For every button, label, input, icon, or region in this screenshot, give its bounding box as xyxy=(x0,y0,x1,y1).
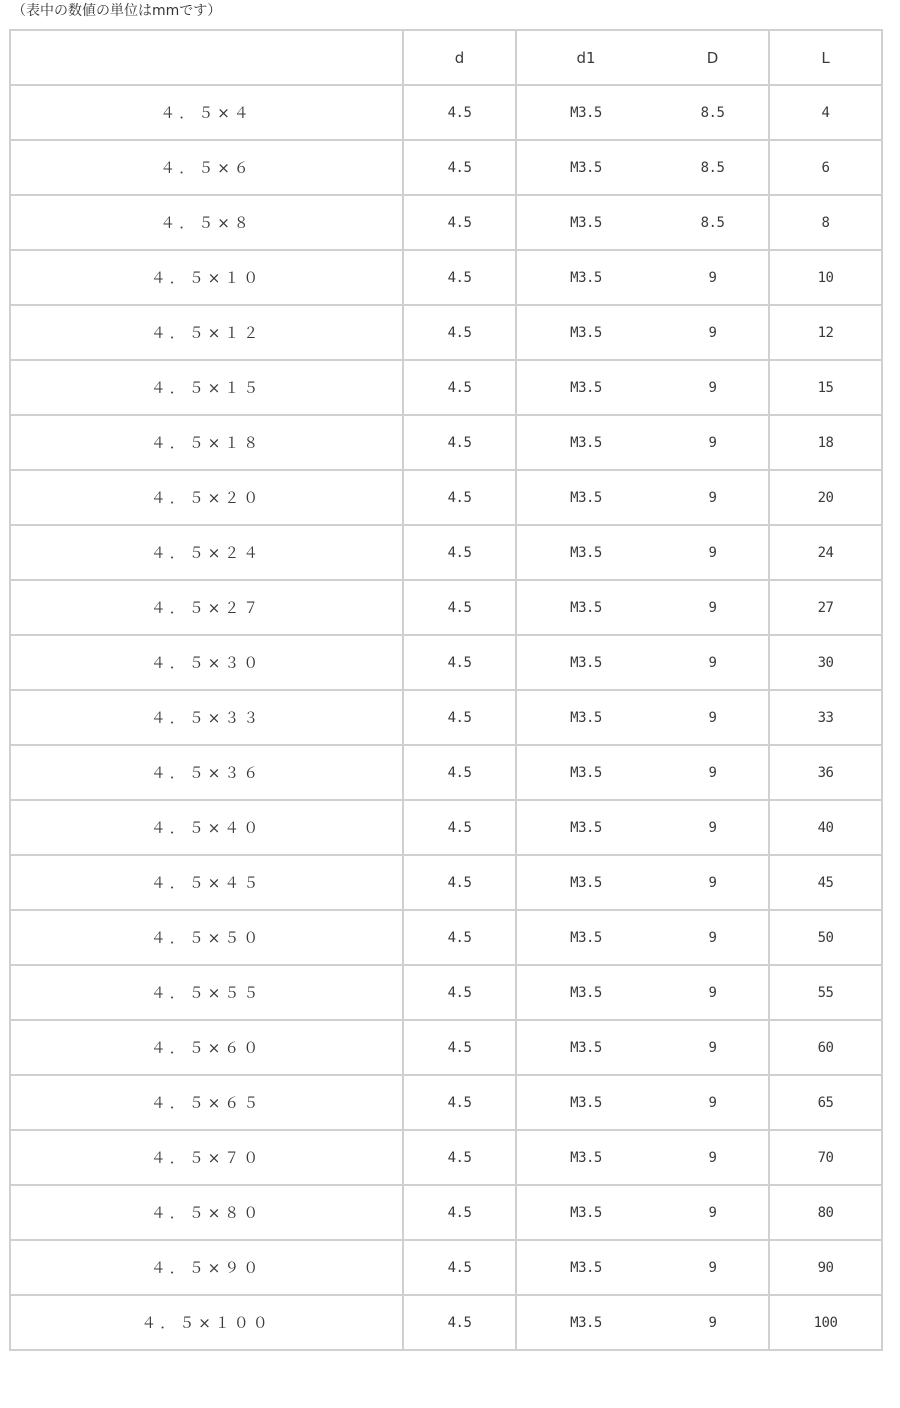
cell-d1: M3.5 xyxy=(516,965,656,1020)
cell-d: 4.5 xyxy=(403,580,516,635)
cell-D: 9 xyxy=(656,910,769,965)
table-row xyxy=(10,580,882,635)
cell-d: 4.5 xyxy=(403,910,516,965)
cell-d: 4.5 xyxy=(403,470,516,525)
cell-L: 50 xyxy=(769,910,882,965)
cell-d1: M3.5 xyxy=(516,250,656,305)
cell-L: 100 xyxy=(769,1295,882,1350)
cell-L: 18 xyxy=(769,415,882,470)
cell-size: ４．５×６０ xyxy=(10,1020,403,1075)
cell-L: 15 xyxy=(769,360,882,415)
cell-D: 8.5 xyxy=(656,85,769,140)
cell-size: ４．５×４０ xyxy=(10,800,403,855)
cell-L: 40 xyxy=(769,800,882,855)
header-D: D xyxy=(656,30,769,85)
cell-size: ４．５×３６ xyxy=(10,745,403,800)
cell-d: 4.5 xyxy=(403,360,516,415)
unit-note: （表中の数値の単位はmmです） xyxy=(12,3,222,19)
cell-d1: M3.5 xyxy=(516,415,656,470)
cell-D: 9 xyxy=(656,1295,769,1350)
header-size xyxy=(10,30,403,85)
cell-D: 9 xyxy=(656,305,769,360)
cell-L: 20 xyxy=(769,470,882,525)
cell-size: ４．５×７０ xyxy=(10,1130,403,1185)
cell-D: 9 xyxy=(656,800,769,855)
cell-L: 65 xyxy=(769,1075,882,1130)
cell-D: 9 xyxy=(656,1020,769,1075)
cell-d: 4.5 xyxy=(403,1075,516,1130)
cell-d: 4.5 xyxy=(403,1295,516,1350)
table-row xyxy=(10,140,882,195)
cell-size: ４．５×５０ xyxy=(10,910,403,965)
cell-D: 9 xyxy=(656,1185,769,1240)
cell-D: 9 xyxy=(656,1130,769,1185)
table-row xyxy=(10,1240,882,1295)
cell-L: 55 xyxy=(769,965,882,1020)
cell-size: ４．５×１８ xyxy=(10,415,403,470)
cell-L: 12 xyxy=(769,305,882,360)
cell-d: 4.5 xyxy=(403,965,516,1020)
cell-size: ４．５×６５ xyxy=(10,1075,403,1130)
cell-d1: M3.5 xyxy=(516,580,656,635)
table-row xyxy=(10,195,882,250)
cell-L: 27 xyxy=(769,580,882,635)
cell-L: 4 xyxy=(769,85,882,140)
cell-size: ４．５×３０ xyxy=(10,635,403,690)
table-row xyxy=(10,360,882,415)
cell-d1: M3.5 xyxy=(516,855,656,910)
table-row xyxy=(10,855,882,910)
table-row xyxy=(10,415,882,470)
cell-D: 9 xyxy=(656,690,769,745)
cell-d: 4.5 xyxy=(403,1185,516,1240)
cell-d: 4.5 xyxy=(403,85,516,140)
cell-L: 90 xyxy=(769,1240,882,1295)
cell-size: ４．５×２０ xyxy=(10,470,403,525)
cell-d1: M3.5 xyxy=(516,1130,656,1185)
cell-D: 9 xyxy=(656,745,769,800)
cell-d: 4.5 xyxy=(403,690,516,745)
cell-D: 9 xyxy=(656,635,769,690)
cell-d1: M3.5 xyxy=(516,1295,656,1350)
cell-L: 33 xyxy=(769,690,882,745)
cell-D: 9 xyxy=(656,250,769,305)
cell-d: 4.5 xyxy=(403,1130,516,1185)
cell-d1: M3.5 xyxy=(516,140,656,195)
header-d: d xyxy=(403,30,516,85)
cell-d1: M3.5 xyxy=(516,305,656,360)
cell-D: 9 xyxy=(656,965,769,1020)
cell-D: 9 xyxy=(656,470,769,525)
cell-L: 70 xyxy=(769,1130,882,1185)
cell-d1: M3.5 xyxy=(516,525,656,580)
cell-d1: M3.5 xyxy=(516,195,656,250)
cell-d1: M3.5 xyxy=(516,470,656,525)
cell-d1: M3.5 xyxy=(516,360,656,415)
cell-L: 80 xyxy=(769,1185,882,1240)
cell-size: ４．５×８０ xyxy=(10,1185,403,1240)
cell-d: 4.5 xyxy=(403,525,516,580)
cell-L: 6 xyxy=(769,140,882,195)
cell-d1: M3.5 xyxy=(516,690,656,745)
cell-D: 8.5 xyxy=(656,140,769,195)
cell-d1: M3.5 xyxy=(516,1075,656,1130)
cell-D: 8.5 xyxy=(656,195,769,250)
cell-size: ４．５×８ xyxy=(10,195,403,250)
cell-size: ４．５×１０ xyxy=(10,250,403,305)
cell-D: 9 xyxy=(656,525,769,580)
cell-d: 4.5 xyxy=(403,140,516,195)
table-row xyxy=(10,910,882,965)
table-row xyxy=(10,965,882,1020)
cell-D: 9 xyxy=(656,580,769,635)
table-row xyxy=(10,1075,882,1130)
cell-d: 4.5 xyxy=(403,1020,516,1075)
cell-d1: M3.5 xyxy=(516,745,656,800)
cell-d: 4.5 xyxy=(403,250,516,305)
table-row xyxy=(10,470,882,525)
cell-d: 4.5 xyxy=(403,1240,516,1295)
table-row xyxy=(10,635,882,690)
cell-size: ４．５×２４ xyxy=(10,525,403,580)
cell-D: 9 xyxy=(656,855,769,910)
cell-L: 60 xyxy=(769,1020,882,1075)
table-row xyxy=(10,1295,882,1350)
cell-d: 4.5 xyxy=(403,800,516,855)
cell-D: 9 xyxy=(656,1240,769,1295)
table-row xyxy=(10,800,882,855)
cell-size: ４．５×６ xyxy=(10,140,403,195)
cell-d1: M3.5 xyxy=(516,910,656,965)
cell-size: ４．５×５５ xyxy=(10,965,403,1020)
cell-size: ４．５×４ xyxy=(10,85,403,140)
cell-d1: M3.5 xyxy=(516,85,656,140)
cell-d1: M3.5 xyxy=(516,1185,656,1240)
cell-size: ４．５×２７ xyxy=(10,580,403,635)
cell-L: 36 xyxy=(769,745,882,800)
table-row xyxy=(10,305,882,360)
cell-size: ４．５×１５ xyxy=(10,360,403,415)
table-row xyxy=(10,1130,882,1185)
cell-d: 4.5 xyxy=(403,415,516,470)
table-row xyxy=(10,85,882,140)
header-d1: d1 xyxy=(516,30,656,85)
table-row xyxy=(10,525,882,580)
table-row xyxy=(10,250,882,305)
header-L: L xyxy=(769,30,882,85)
cell-d: 4.5 xyxy=(403,305,516,360)
cell-L: 8 xyxy=(769,195,882,250)
cell-L: 10 xyxy=(769,250,882,305)
cell-size: ４．５×９０ xyxy=(10,1240,403,1295)
cell-d1: M3.5 xyxy=(516,1020,656,1075)
cell-size: ４．５×１００ xyxy=(10,1295,403,1350)
cell-d1: M3.5 xyxy=(516,1240,656,1295)
table-row xyxy=(10,690,882,745)
table-row xyxy=(10,1185,882,1240)
spec-table xyxy=(9,29,883,1351)
cell-D: 9 xyxy=(656,415,769,470)
cell-D: 9 xyxy=(656,1075,769,1130)
table-row xyxy=(10,1020,882,1075)
cell-size: ４．５×１２ xyxy=(10,305,403,360)
cell-d: 4.5 xyxy=(403,635,516,690)
cell-D: 9 xyxy=(656,360,769,415)
cell-L: 45 xyxy=(769,855,882,910)
cell-size: ４．５×３３ xyxy=(10,690,403,745)
cell-L: 24 xyxy=(769,525,882,580)
cell-d: 4.5 xyxy=(403,195,516,250)
table-row xyxy=(10,745,882,800)
cell-L: 30 xyxy=(769,635,882,690)
cell-size: ４．５×４５ xyxy=(10,855,403,910)
cell-d: 4.5 xyxy=(403,855,516,910)
cell-d1: M3.5 xyxy=(516,800,656,855)
cell-d: 4.5 xyxy=(403,745,516,800)
table-header-row xyxy=(10,30,882,85)
cell-d1: M3.5 xyxy=(516,635,656,690)
